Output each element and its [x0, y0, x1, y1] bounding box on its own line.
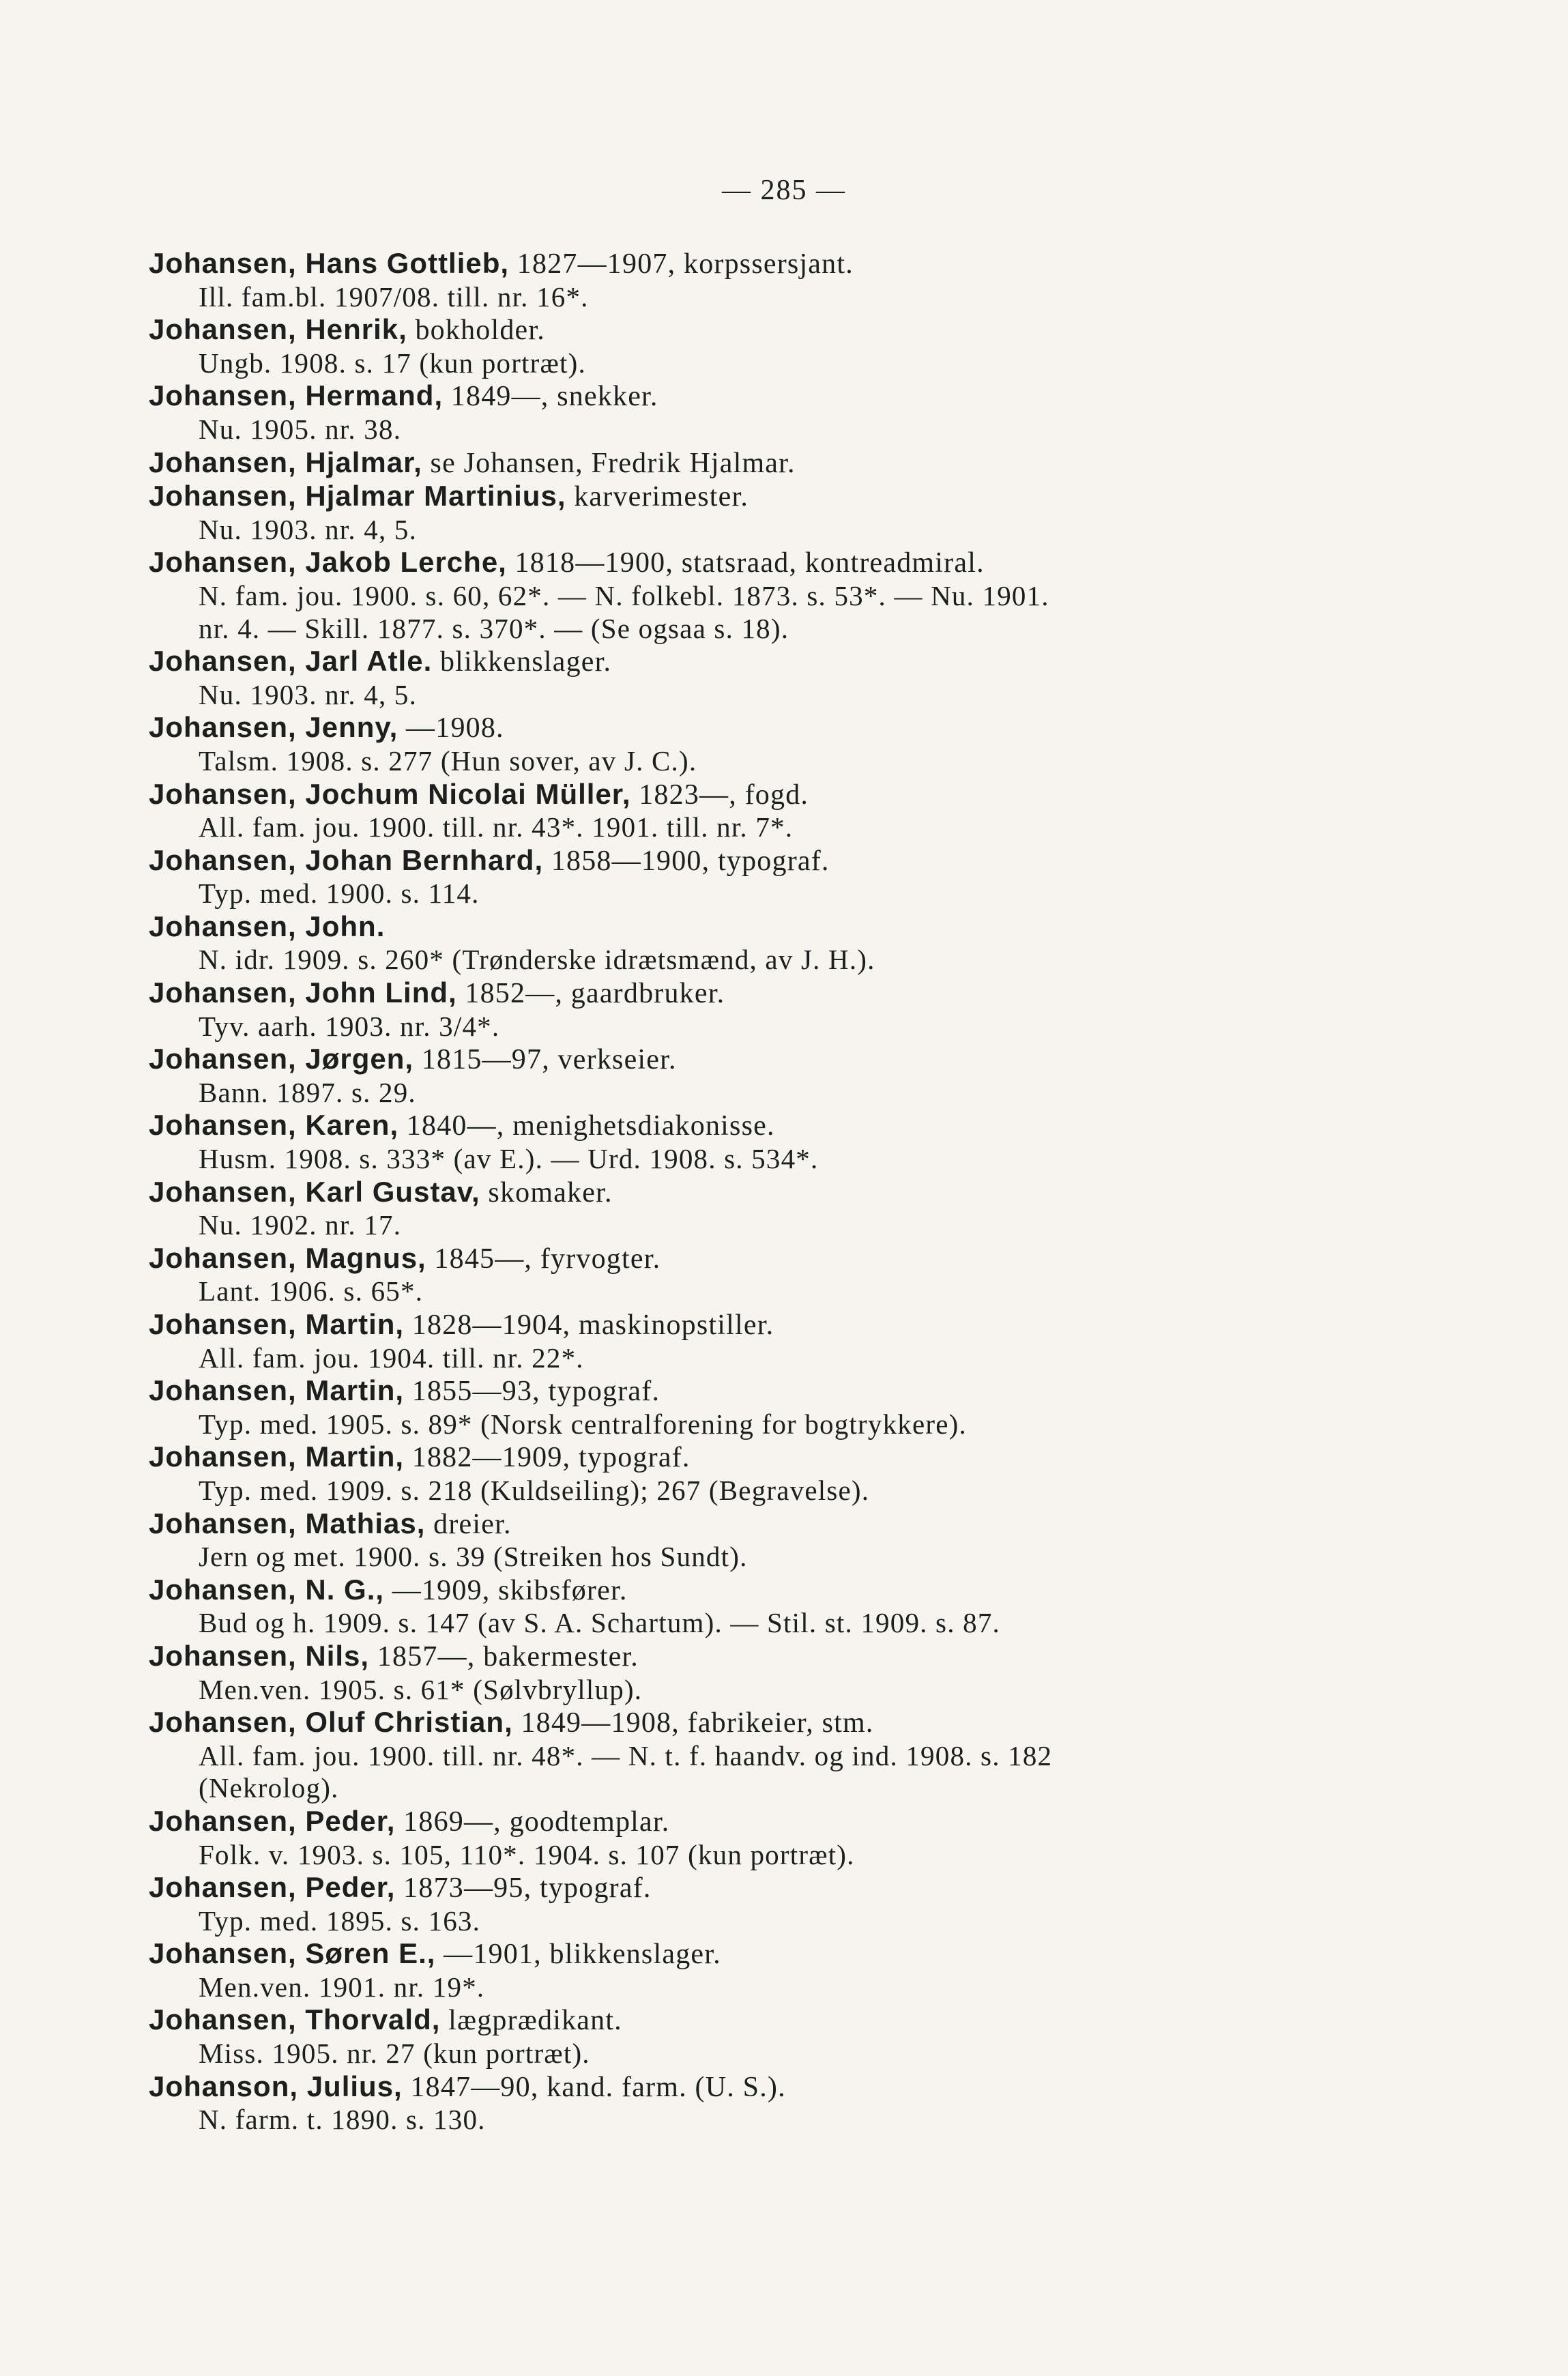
- entry-description: dreier.: [425, 1508, 512, 1540]
- entry-heading: [149, 1871, 1466, 1905]
- entry-reference: All. fam. jou. 1900. till. nr. 48*. — N. t. f. haandv. og ind. 1908. s. 182 (Nekrolog).: [199, 1739, 1053, 1804]
- entry-heading: [149, 910, 1466, 944]
- entry-name: Johansen, Hermand,: [149, 379, 444, 412]
- entry-reference: Bud og h. 1909. s. 147 (av S. A. Schartum). — Stil. st. 1909. s. 87.: [199, 1607, 1000, 1639]
- entry-reference: Lant. 1906. s. 65*.: [199, 1275, 424, 1307]
- entry-heading: [149, 546, 1466, 580]
- entry-name: Johansen, Jenny,: [149, 711, 398, 744]
- entry-heading: [149, 1374, 1466, 1408]
- entry-name: Johansen, Oluf Christian,: [149, 1706, 513, 1739]
- entry-description: 1840—, menighetsdiakonisse.: [398, 1110, 775, 1142]
- entry-description: 1873—95, typograf.: [395, 1872, 652, 1904]
- entry-name: Johansen, Johan Bernhard,: [149, 843, 544, 876]
- register-entry: [149, 2003, 1466, 2070]
- entry-heading: [149, 1109, 1466, 1143]
- entry-name: Johansen, N. G.,: [149, 1573, 385, 1606]
- register-entry: [149, 1507, 1466, 1574]
- entry-reference: Men.ven. 1905. s. 61* (Sølvbryllup).: [199, 1673, 643, 1705]
- entry-description: 1852—, gaardbruker.: [456, 978, 725, 1010]
- entry-description: —1908.: [398, 712, 504, 744]
- register-entry: [149, 1706, 1466, 1805]
- register-entry: [149, 1640, 1466, 1706]
- entry-heading: [149, 1440, 1466, 1475]
- entry-reference: N. fam. jou. 1900. s. 60, 62*. — N. folkebl. 1873. s. 53*. — Nu. 1901. nr. 4. — Skill. 1877. s. 370*. — (Se ogsaa s. 18).: [199, 579, 1049, 644]
- register-entry: [149, 480, 1466, 546]
- register-entry: [149, 313, 1466, 379]
- entry-name: Johansen, Magnus,: [149, 1241, 426, 1274]
- register-entry: [149, 247, 1466, 313]
- entry-name: Johansen, Jarl Atle.: [149, 645, 433, 678]
- entry-reference: Talsm. 1908. s. 277 (Hun sover, av J. C.).: [199, 744, 697, 777]
- entry-reference: All. fam. jou. 1900. till. nr. 43*. 1901. till. nr. 7*.: [199, 811, 794, 843]
- register-entry: [149, 1176, 1466, 1242]
- entry-heading: [149, 778, 1466, 812]
- register-entry: [149, 1109, 1466, 1175]
- register-entry: [149, 546, 1466, 645]
- entry-description: lægprædikant.: [440, 2005, 622, 2037]
- entry-name: Johansen, Henrik,: [149, 313, 407, 346]
- register-entry: [149, 844, 1466, 910]
- entry-reference: Typ. med. 1909. s. 218 (Kuldseiling); 267 (Begravelse).: [199, 1474, 870, 1506]
- entry-description: skomaker.: [480, 1176, 613, 1208]
- register-entry: [149, 446, 1466, 480]
- entry-heading: [149, 711, 1466, 745]
- register-entry: [149, 1937, 1466, 2003]
- entry-heading: [149, 1805, 1466, 1839]
- entry-name: Johansen, Jørgen,: [149, 1043, 414, 1075]
- entry-heading: [149, 1640, 1466, 1674]
- register-entry: [149, 1440, 1466, 1507]
- entry-name: Johansen, Jakob Lerche,: [149, 546, 507, 579]
- entry-heading: [149, 1242, 1466, 1276]
- entry-reference: Ill. fam.bl. 1907/08. till. nr. 16*.: [199, 280, 589, 313]
- entry-name: Johansen, Peder,: [149, 1804, 396, 1837]
- entry-heading: [149, 446, 1466, 480]
- entry-name: Johansen, Martin,: [149, 1308, 405, 1340]
- entry-name: Johansen, Thorvald,: [149, 2003, 441, 2036]
- entry-heading: [149, 1308, 1466, 1342]
- entry-reference: N. idr. 1909. s. 260* (Trønderske idrætsmænd, av J. H.).: [199, 944, 875, 976]
- entry-name: Johansen, John.: [149, 910, 386, 942]
- entry-name: Johansen, Mathias,: [149, 1507, 426, 1539]
- entry-reference: Bann. 1897. s. 29.: [199, 1076, 416, 1108]
- entry-name: Johansen, Søren E.,: [149, 1937, 436, 1970]
- entry-name: Johansen, Nils,: [149, 1639, 370, 1672]
- register-entry: [149, 1242, 1466, 1308]
- register-entry: [149, 1574, 1466, 1640]
- entry-description: 1882—1909, typograf.: [404, 1442, 691, 1474]
- entry-heading: [149, 379, 1466, 414]
- entry-name: Johansen, Peder,: [149, 1871, 396, 1904]
- entry-heading: [149, 976, 1466, 1011]
- entry-reference: Nu. 1903. nr. 4, 5.: [199, 513, 418, 545]
- entry-name: Johansen, Hjalmar,: [149, 446, 422, 478]
- entry-heading: [149, 2070, 1466, 2104]
- entry-reference: Typ. med. 1900. s. 114.: [199, 878, 480, 910]
- entry-reference: N. farm. t. 1890. s. 130.: [199, 2104, 486, 2136]
- entry-heading: [149, 1507, 1466, 1541]
- entry-name: Johansen, Martin,: [149, 1440, 405, 1473]
- entry-reference: Folk. v. 1903. s. 105, 110*. 1904. s. 107 (kun portræt).: [199, 1838, 855, 1870]
- entry-description: —1901, blikkenslager.: [435, 1939, 721, 1971]
- entry-description: 1847—90, kand. farm. (U. S.).: [402, 2071, 786, 2103]
- entry-description: karverimester.: [566, 481, 749, 513]
- entry-name: Johansen, John Lind,: [149, 976, 457, 1009]
- entry-heading: [149, 1937, 1466, 1971]
- entry-description: 1828—1904, maskinopstiller.: [404, 1309, 774, 1341]
- entry-description: 1845—, fyrvogter.: [426, 1243, 661, 1275]
- entry-heading: [149, 480, 1466, 514]
- entry-heading: [149, 1176, 1466, 1210]
- register-entry: [149, 379, 1466, 446]
- entry-name: Johansen, Hans Gottlieb,: [149, 247, 510, 279]
- entry-reference: Husm. 1908. s. 333* (av E.). — Urd. 1908. s. 534*.: [199, 1143, 819, 1175]
- entry-reference: Nu. 1902. nr. 17.: [199, 1209, 402, 1241]
- entry-description: blikkenslager.: [432, 646, 612, 678]
- entry-reference: Nu. 1905. nr. 38.: [199, 413, 402, 445]
- entry-heading: [149, 1574, 1466, 1608]
- entry-reference: Miss. 1905. nr. 27 (kun portræt).: [199, 2038, 590, 2070]
- register-entry: [149, 1374, 1466, 1440]
- entry-description: 1869—, goodtemplar.: [395, 1806, 670, 1838]
- entry-description: 1857—, bakermester.: [369, 1640, 639, 1672]
- register-entry: [149, 711, 1466, 777]
- register-entry: [149, 1308, 1466, 1374]
- entry-reference: Typ. med. 1905. s. 89* (Norsk centralforening for bogtrykkere).: [199, 1408, 967, 1440]
- entry-heading: [149, 313, 1466, 347]
- page-number: — 285 —: [722, 175, 846, 206]
- register-entry: [149, 645, 1466, 711]
- entry-heading: [149, 1706, 1466, 1740]
- entry-heading: [149, 247, 1466, 281]
- register-entry: [149, 910, 1466, 976]
- entry-name: Johanson, Julius,: [149, 2070, 403, 2102]
- entry-description: 1823—, fogd.: [630, 779, 809, 811]
- entry-name: Johansen, Jochum Nicolai Müller,: [149, 777, 631, 810]
- register-entry: [149, 778, 1466, 844]
- entry-reference: Men.ven. 1901. nr. 19*.: [199, 1971, 485, 2003]
- entry-description: se Johansen, Fredrik Hjalmar.: [422, 447, 796, 479]
- register-entry: [149, 976, 1466, 1043]
- entry-reference: All. fam. jou. 1904. till. nr. 22*.: [199, 1342, 584, 1374]
- entry-description: 1858—1900, typograf.: [543, 845, 830, 877]
- entry-description: 1849—, snekker.: [443, 381, 658, 413]
- register-entry: [149, 1043, 1466, 1109]
- entry-heading: [149, 2003, 1466, 2038]
- entry-reference: Nu. 1903. nr. 4, 5.: [199, 678, 418, 710]
- entry-heading: [149, 844, 1466, 878]
- entry-description: 1815—97, verkseier.: [413, 1044, 677, 1076]
- entry-description: 1849—1908, fabrikeier, stm.: [512, 1707, 874, 1739]
- register-entry: [149, 1871, 1466, 1937]
- entry-description: 1855—93, typograf.: [404, 1376, 660, 1408]
- entry-heading: [149, 1043, 1466, 1077]
- entry-reference: Tyv. aarh. 1903. nr. 3/4*.: [199, 1010, 500, 1042]
- entry-description: 1818—1900, statsraad, kontreadmiral.: [506, 547, 985, 579]
- entry-description: bokholder.: [407, 315, 545, 347]
- register-entry: [149, 2070, 1466, 2136]
- entry-description: —1909, skibsfører.: [384, 1574, 628, 1606]
- register-entries: [149, 247, 1466, 2136]
- entry-name: Johansen, Martin,: [149, 1374, 405, 1407]
- entry-name: Johansen, Hjalmar Martinius,: [149, 480, 566, 512]
- entry-reference: Ungb. 1908. s. 17 (kun portræt).: [199, 347, 586, 379]
- entry-reference: Jern og met. 1900. s. 39 (Streiken hos Sundt).: [199, 1541, 748, 1573]
- register-entry: [149, 1805, 1466, 1871]
- entry-reference: Typ. med. 1895. s. 163.: [199, 1904, 481, 1937]
- entry-description: 1827—1907, korpssersjant.: [509, 248, 854, 280]
- entry-name: Johansen, Karl Gustav,: [149, 1175, 480, 1208]
- entry-name: Johansen, Karen,: [149, 1109, 399, 1142]
- entry-heading: [149, 645, 1466, 679]
